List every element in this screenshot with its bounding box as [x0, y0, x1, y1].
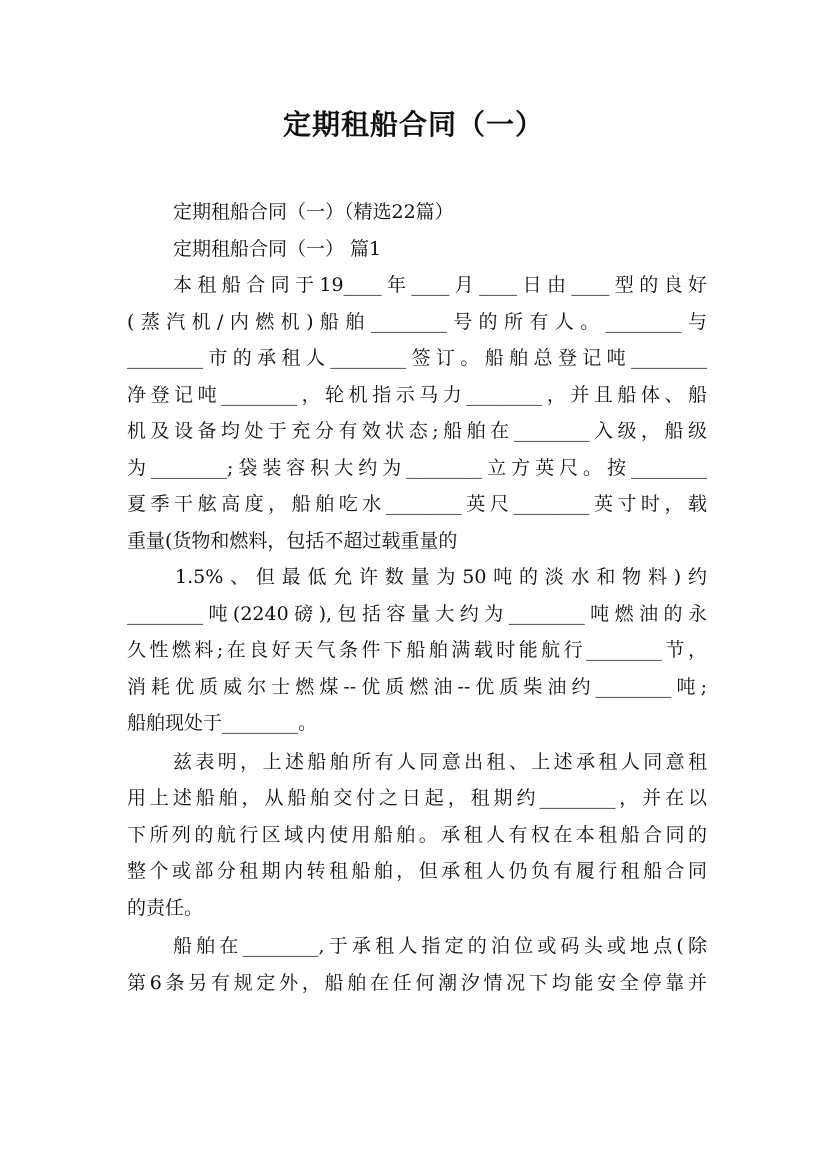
paragraph-line: 船舶在________,于承租人指定的泊位或码头或地点(除: [173, 935, 707, 957]
paragraph-line: 第6条另有规定外，船舶在任何潮汐情况下均能安全停靠并: [127, 971, 707, 994]
paragraph-line: 本租船合同于19____年____月____日由____型的良好: [173, 274, 707, 296]
paragraph-line: 1.5%、但最低允许数量为50吨的淡水和物料)约: [175, 566, 707, 588]
paragraph-line: 为________;袋装容积大约为________立方英尺。按________: [127, 456, 707, 479]
paragraph-line: 重量(货物和燃料，包括不超过载重量的: [127, 529, 458, 552]
paragraph-line: 兹表明，上述船舶所有人同意出租、上述承租人同意租: [173, 750, 707, 773]
section-heading: 定期租船合同（一） 篇1: [173, 237, 382, 260]
paragraph-line: 夏季干舷高度，船舶吃水________英尺________英寸时，载: [127, 493, 707, 515]
document-body: [127, 194, 707, 1001]
paragraph-line: 的责任。: [127, 896, 204, 919]
paragraph-line: 用上述船舶，从船舶交付之日起，租期约________，并在以: [127, 787, 707, 809]
paragraph-line: ________吨(2240磅),包括容量大约为________吨燃油的永: [127, 602, 707, 625]
paragraph-line: ________市的承租人________签订。船舶总登记吨________: [127, 347, 707, 369]
paragraph-line: 消耗优质威尔士燃煤--优质燃油--优质柴油约________吨;: [127, 675, 707, 698]
paragraph-line: 净登记吨________，轮机指示马力________，并且船体、船: [127, 383, 707, 406]
paragraph-line: 久性燃料;在良好天气条件下船舶满载时能航行________节，: [127, 639, 707, 661]
paragraph-line: 船舶现处于________。: [127, 712, 318, 734]
document-title: 定期租船合同（一）: [282, 108, 544, 141]
paragraph-line: 下所列的航行区域内使用船舶。承租人有权在本租船合同的: [127, 823, 707, 846]
paragraph-line: 整个或部分租期内转租船舶，但承租人仍负有履行租船合同: [127, 860, 707, 882]
paragraph-line: 机及设备均处于充分有效状态;船舶在________入级，船级: [127, 420, 707, 442]
subtitle-line: 定期租船合同（一）（精选22篇）: [173, 201, 454, 223]
paragraph-line: (蒸汽机/内燃机)船舶________号的所有人。________与: [127, 310, 707, 333]
